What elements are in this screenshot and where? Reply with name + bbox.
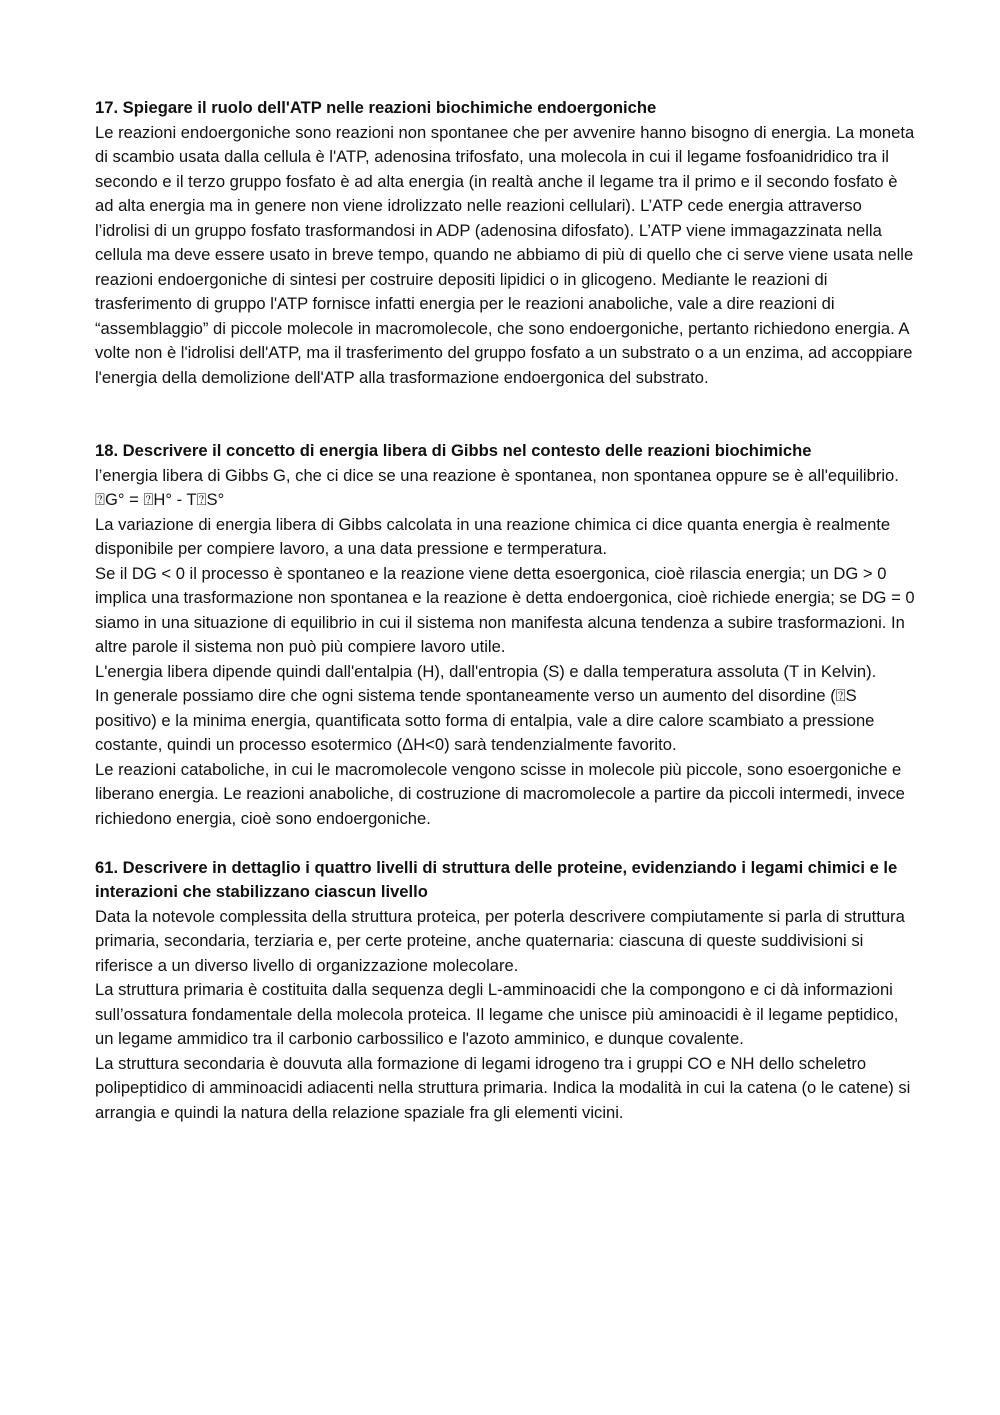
- paragraph: Se il DG < 0 il processo è spontaneo e la reazione viene detta esoergonica, cioè rilascia energia; un DG > 0 implica una trasformazione non spontanea e la reazione è detta endoergonica, cioè richiede energia; se DG = 0 siamo in una situazione di equilibrio in cui il sistema non manifesta alcuna tendenza a subire trasformazioni. In altre parole il sistema non può più compiere lavoro utile.: [95, 563, 915, 656]
- paragraph: L'energia libera dipende quindi dall'entalpia (H), dall'entropia (S) e dalla temperatura assoluta (T in Kelvin).: [95, 661, 877, 681]
- paragraph: La variazione di energia libera di Gibbs calcolata in una reazione chimica ci dice quanta energia è realmente disponibile per compiere lavoro, a una data pressione e termperatura.: [95, 514, 891, 558]
- section-heading: 61. Descrivere in dettaglio i quattro livelli di struttura delle proteine, evidenziando i legami chimici e le interazioni che stabilizzano ciascun livello: [95, 857, 898, 901]
- paragraph: Le reazioni endoergoniche sono reazioni non spontanee che per avvenire hanno bisogno di energia. La moneta di scambio usata dalla cellula è l'ATP, adenosina trifosfato, una molecola in cui il legame fosfoanidridico tra il secondo e il terzo gruppo fosfato è ad alta energia (in realtà anche il legame tra il primo e il secondo fosfato è ad alta energia ma in genere non viene idrolizzato nelle reazioni cellulari). L’ATP cede energia attraverso l’idrolisi di un gruppo fosfato trasformandosi in ADP (adenosina difosfato). L’ATP viene immagazzinata nella cellula ma deve essere usato in breve tempo, quando ne abbiamo di più di quello che ci serve viene usata nelle reazioni endoergoniche di sintesi per costruire depositi lipidici o in glicogeno. Mediante le reazioni di trasferimento di gruppo l'ATP fornisce infatti energia per le reazioni anaboliche, vale a dire reazioni di “assemblaggio” di piccole molecole in macromolecole, che sono endoergoniche, pertanto richiedono energia. A volte non è l'idrolisi dell'ATP, ma il trasferimento del gruppo fosfato a un substrato o a un enzima, ad accoppiare l'energia della demolizione dell'ATP alla trasformazione endoergonica del substrato.: [95, 122, 915, 387]
- paragraph: Data la notevole complessita della struttura proteica, per poterla descrivere compiutamente si parla di struttura primaria, secondaria, terziaria e, per certe proteine, anche quaternaria: ciascuna di queste suddivisioni si riferisce a un diverso livello di organizzazione molecolare.: [95, 906, 905, 975]
- paragraph: La struttura primaria è costituita dalla sequenza degli L-amminoacidi che la compongono e ci dà informazioni sull’ossatura fondamentale della molecola proteica. Il legame che unisce più aminoacidi è il legame peptidico, un legame ammidico tra il carbonio carbossilico e l'azoto amminico, e dunque covalente.: [95, 980, 899, 1048]
- paragraph: In generale possiamo dire che ogni sistema tende spontaneamente verso un aumento del disordine (⍰S positivo) e la minima energia, quantificata sotto forma di entalpia, vale a dire calore scambiato a pressione costante, quindi un processo esotermico (ΔH<0) sarà tendenzialmente favorito.: [95, 686, 875, 754]
- section-spacer: [95, 831, 915, 856]
- section-gibbs-energy: [95, 439, 915, 831]
- gibbs-equation: ⍰G° = ⍰H° - T⍰S°: [95, 490, 225, 509]
- section-atp-endoergonic: [95, 96, 915, 390]
- document-page: [95, 96, 915, 1125]
- section-heading: 17. Spiegare il ruolo dell'ATP nelle reazioni biochimiche endoergoniche: [95, 98, 657, 117]
- section-spacer: [95, 390, 915, 439]
- paragraph: La struttura secondaria è douvuta alla formazione di legami idrogeno tra i gruppi CO e NH dello scheletro polipeptidico di amminoacidi adiacenti nella struttura primaria. Indica la modalità in cui la catena (o le catene) si arrangia e quindi la natura della relazione spaziale fra gli elementi vicini.: [95, 1053, 911, 1122]
- paragraph: Le reazioni cataboliche, in cui le macromolecole vengono scisse in molecole più piccole, sono esoergoniche e liberano energia. Le reazioni anaboliche, di costruzione di macromolecole a partire da piccoli intermedi, invece richiedono energia, cioè sono endoergoniche.: [95, 759, 905, 828]
- paragraph: l’energia libera di Gibbs G, che ci dice se una reazione è spontanea, non spontanea oppure se è all'equilibrio.: [95, 465, 899, 485]
- section-heading: 18. Descrivere il concetto di energia libera di Gibbs nel contesto delle reazioni biochimiche: [95, 441, 812, 460]
- section-protein-structure: [95, 856, 915, 1126]
